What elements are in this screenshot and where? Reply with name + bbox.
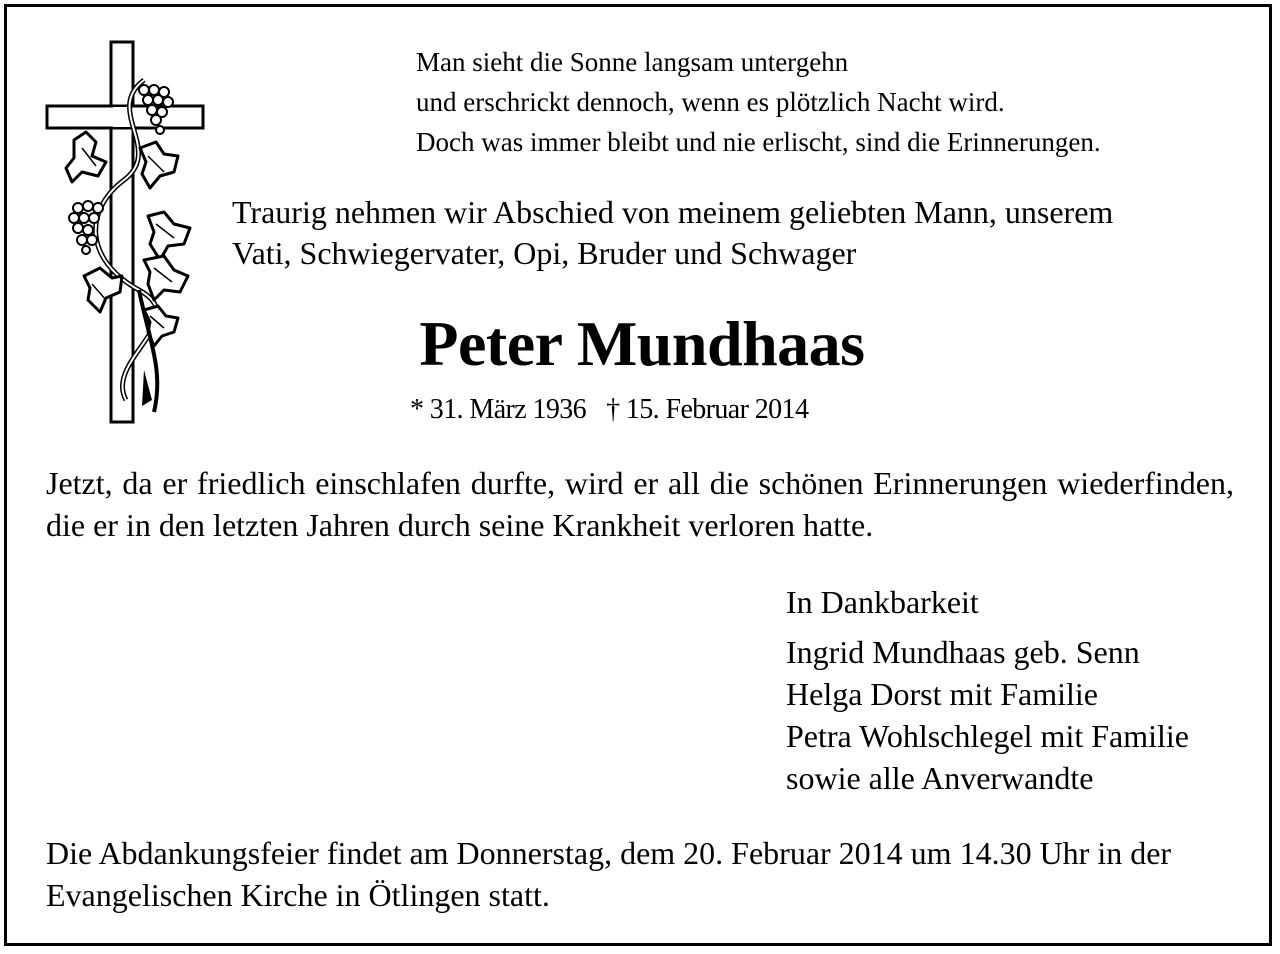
farewell-intro [232, 192, 1113, 274]
verse-line-1: Man sieht die Sonne langsam untergehn [416, 47, 849, 77]
deceased-name: Peter Mundhaas [419, 308, 865, 379]
ceremony-notice: Die Abdankungsfeier findet am Donnerstag, dem 20. Februar 2014 um 14.30 Uhr in der Evangelischen Kirche in Ötlingen statt. [46, 835, 1172, 913]
signer-name: sowie alle Anverwandte [786, 760, 1094, 796]
signer-name: Helga Dorst mit Familie [786, 676, 1098, 712]
verse-line-3: Doch was immer bleibt und nie erlischt, sind die Erinnerungen. [416, 127, 1101, 157]
signers-block [786, 581, 1189, 799]
memorial-text: Jetzt, da er friedlich einschlafen durfte, wird er all die schönen Erinnerungen wiederfinden, die er in den letzten Jahren durch seine Krankheit verloren hatte. [46, 465, 1234, 543]
thanks-line: In Dankbarkeit [786, 584, 979, 620]
intro-line-1: Traurig nehmen wir Abschied von meinem geliebten Mann, unserem [232, 194, 1114, 230]
birth-date: * 31. März 1936 [410, 394, 587, 425]
death-date: † 15. Februar 2014 [606, 394, 809, 425]
intro-line-2: Vati, Schwiegervater, Opi, Bruder und Schwager [232, 235, 857, 271]
verse-line-2: und erschrickt dennoch, wenn es plötzlich Nacht wird. [416, 87, 1005, 117]
poem-verse [416, 42, 1101, 162]
life-dates [410, 390, 808, 430]
signer-name: Ingrid Mundhaas geb. Senn [786, 634, 1140, 670]
signer-name: Petra Wohlschlegel mit Familie [786, 718, 1189, 754]
